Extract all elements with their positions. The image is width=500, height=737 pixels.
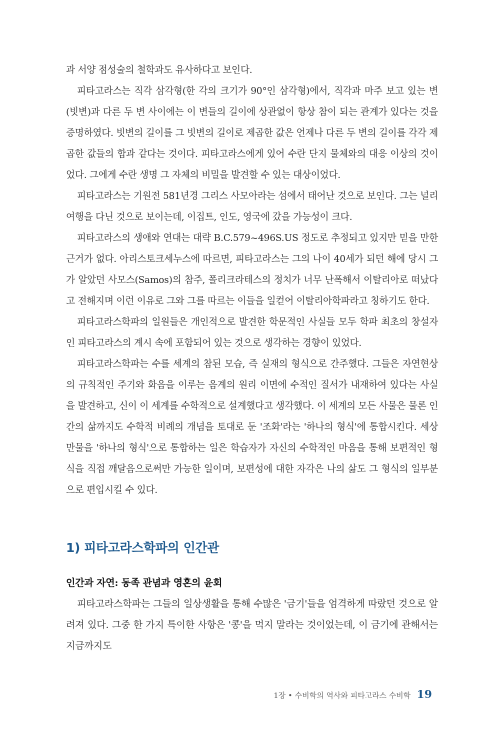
subsection-paragraph: 피타고라스학파는 그들의 일상생활을 통해 수많은 '금기'들을 엄격하게 따랐던 것으로 알려져 있다. 그중 한 가지 특이한 사항은 '콩'을 먹지 말라는 것이었는데, 이 금기에 관해서는 지금까지도	[66, 599, 438, 652]
paragraph: 피타고라스는 직각 삼각형(한 각의 크기가 90°인 삼각형)에서, 직각과 마주 보고 있는 변(빗변)과 다른 두 변 사이에는 이 변들의 길이에 상관없이 항상 참이 되는 관계가 있다는 것을 증명하였다. 빗변의 길이를 그 빗변의 길이로 제곱한 값은 언제나 다른 두 변의 길이를 각각 제곱한 값들의 합과 같다는 것이다. 피타고라스에게 있어 수란 단지 물체와의 대응 이상의 것이었다. 그에게 수란 생명 그 자체의 비밀을 발견할 수 있는 대상이었다.	[66, 86, 438, 181]
paragraph: 피타고라스는 기원전 581년경 그리스 사모아라는 섬에서 태어난 것으로 보인다. 그는 널리 여행을 다닌 것으로 보이는데, 이집트, 인도, 영국에 갔을 가능성이 크다.	[66, 191, 438, 223]
section-heading: 1) 피타고라스학파의 인간관	[66, 540, 219, 555]
page-number: 19	[416, 688, 432, 701]
running-footer-chapter: 1장 • 수비학의 역사와 피타고라스 수비학	[273, 691, 411, 700]
page-footer	[274, 688, 432, 701]
subsection	[66, 573, 438, 657]
paragraph: 피타고라스학파는 수를 세계의 참된 모습, 즉 실재의 형식으로 간주했다. 그들은 자연현상의 규칙적인 주기와 화음을 이루는 음계의 원리 이면에 수적인 질서가 내재하여 있다는 사실을 발견하고, 신이 이 세계를 수학적으로 설계했다고 생각했다. 이 세계의 모든 사물은 물론 인간의 삶까지도 수학적 비례의 개념을 토대로 둔 '조화'라는 '하나의 형식'에 통합시킨다. 세상 만물을 '하나의 형식'으로 통합하는 일은 학습자가 자신의 수학적인 마음을 통해 보편적인 형식을 직접 깨달음으로써만 가능한 일이며, 보편성에 대한 자각은 나의 삶도 그 형식의 일부분으로 편입시킬 수 있다.	[66, 359, 438, 496]
subsection-title: 인간과 자연: 동족 관념과 영혼의 윤회	[66, 578, 223, 589]
paragraph: 피타고라스학파의 일원들은 개인적으로 발견한 학문적인 사실들 모두 학파 최초의 창설자인 피타고라스의 계시 속에 포함되어 있는 것으로 생각하는 경향이 있었다.	[66, 317, 438, 349]
paragraph: 피타고라스의 생애와 연대는 대략 B.C.579~496S.US 정도로 추정되고 있지만 믿을 만한 근거가 없다. 아리스토크세누스에 따르면, 피타고라스는 그의 나이 40세가 되던 해에 당시 그가 알았던 사모스(Samos)의 참주, 폴리크라테스의 정치가 너무 난폭해서 이탈리아로 떠났다고 전해지며 이런 이유로 그와 그를 따르는 이들을 일컫어 이탈리아학파라고 칭하기도 한다.	[66, 233, 438, 307]
paragraph: 과 서양 점성술의 철학과도 유사하다고 보인다.	[66, 65, 253, 76]
body-text	[66, 60, 438, 501]
